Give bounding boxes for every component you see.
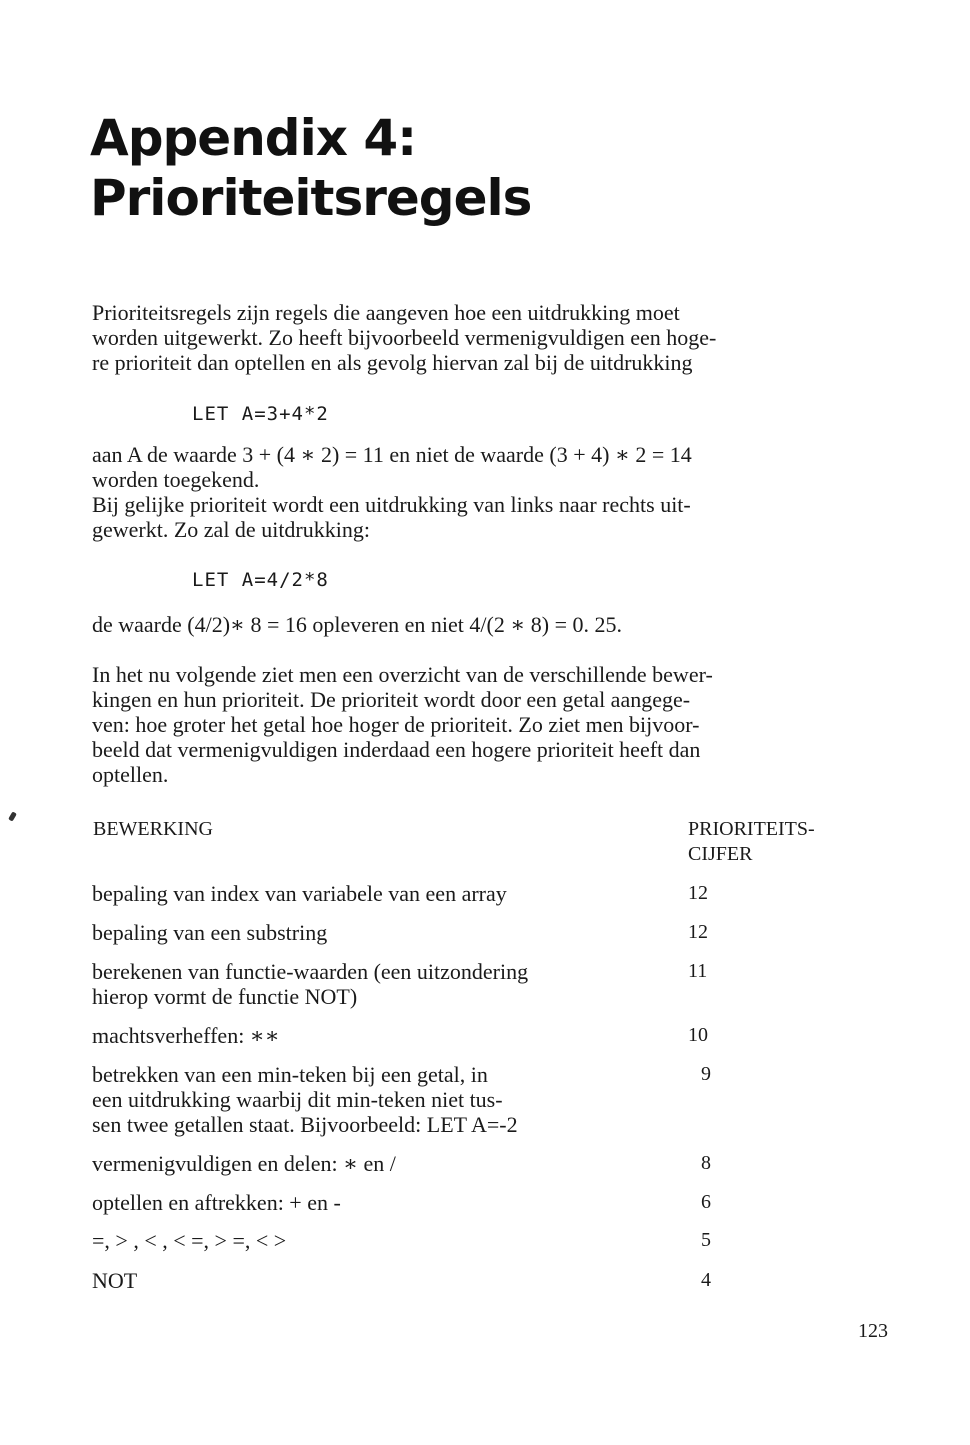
table-row-operation xyxy=(92,1268,137,1293)
code-example-1: LET A=3+4*2 xyxy=(192,403,329,425)
text-line: worden uitgewerkt. Zo heeft bijvoorbeeld vermenigvuldigen een hoge- xyxy=(92,325,717,350)
text-line: sen twee getallen staat. Bijvoorbeeld: LET A=-2 xyxy=(92,1112,518,1137)
table-row-operation xyxy=(92,881,507,906)
text-line: betrekken van een min-teken bij een getal, in xyxy=(92,1062,488,1087)
page-number: 123 xyxy=(858,1320,888,1342)
scan-speck xyxy=(8,811,17,821)
text-line: kingen en hun prioriteit. De prioriteit wordt door een getal aangege- xyxy=(92,687,691,712)
text-line: =, > , < , < =, > =, < > xyxy=(92,1228,287,1253)
table-row-priority: 11 xyxy=(688,960,708,982)
text-line: aan A de waarde 3 + (4 ∗ 2) = 11 en niet de waarde (3 + 4) ∗ 2 = 14 xyxy=(92,442,692,467)
text-line: In het nu volgende ziet men een overzicht van de verschillende bewer- xyxy=(92,662,713,687)
text-line: Prioriteitsregels zijn regels die aangeven hoe een uitdrukking moet xyxy=(92,300,680,325)
text-line: beeld dat vermenigvuldigen inderdaad een hogere prioriteit heeft dan xyxy=(92,737,701,762)
table-row-priority: 4 xyxy=(701,1269,711,1291)
table-row-operation xyxy=(92,1023,280,1048)
table-row-operation xyxy=(92,920,327,945)
table-row-operation xyxy=(92,1228,286,1253)
table-row-priority: 5 xyxy=(701,1229,711,1251)
text-line: NOT xyxy=(92,1268,138,1293)
table-row-operation xyxy=(92,1190,341,1215)
text-line: optellen. xyxy=(92,762,169,787)
text-line: bepaling van een substring xyxy=(92,920,328,945)
header-priority-line-2: CIJFER xyxy=(688,843,753,865)
title-line-1: Appendix 4: xyxy=(90,109,417,167)
table-row-priority: 6 xyxy=(701,1191,711,1213)
text-line: gewerkt. Zo zal de uitdrukking: xyxy=(92,517,370,542)
header-priority-line-1: PRIORITEITS- xyxy=(688,818,815,840)
text-line: bepaling van index van variabele van een array xyxy=(92,881,507,906)
text-line: optellen en aftrekken: + en - xyxy=(92,1190,341,1215)
title-line-2: Prioriteitsregels xyxy=(90,169,532,227)
text-line: hierop vormt de functie NOT) xyxy=(92,984,358,1009)
table-row-priority: 8 xyxy=(701,1152,711,1174)
text-line: berekenen van functie-waarden (een uitzondering xyxy=(92,959,529,984)
text-line: worden toegekend. xyxy=(92,467,260,492)
table-row-operation xyxy=(92,1151,396,1176)
text-line: ven: hoe groter het getal hoe hoger de prioriteit. Zo ziet men bijvoor- xyxy=(92,712,700,737)
header-priority xyxy=(688,817,815,867)
table-row-priority: 12 xyxy=(688,921,708,943)
code-example-2: LET A=4/2*8 xyxy=(192,569,329,591)
text-line: een uitdrukking waarbij dit min-teken niet tus- xyxy=(92,1087,503,1112)
header-operation: BEWERKING xyxy=(93,818,213,840)
text-line: Bij gelijke prioriteit wordt een uitdrukking van links naar rechts uit- xyxy=(92,492,691,517)
table-row-operation xyxy=(92,1062,518,1137)
table-row-operation xyxy=(92,959,528,1009)
text-line: vermenigvuldigen en delen: ∗ en / xyxy=(92,1151,396,1176)
page-title xyxy=(90,108,531,228)
explanation-paragraph xyxy=(92,442,692,542)
text-line: machtsverheffen: ∗∗ xyxy=(92,1023,280,1048)
table-row-priority: 9 xyxy=(701,1063,711,1085)
result-sentence: de waarde (4/2)∗ 8 = 16 opleveren en niet 4/(2 ∗ 8) = 0. 25. xyxy=(92,612,623,637)
table-row-priority: 10 xyxy=(688,1024,708,1046)
intro-paragraph xyxy=(92,300,716,375)
table-row-priority: 12 xyxy=(688,882,708,904)
text-line: re prioriteit dan optellen en als gevolg hiervan zal bij de uitdrukking xyxy=(92,350,693,375)
overview-paragraph xyxy=(92,662,713,787)
